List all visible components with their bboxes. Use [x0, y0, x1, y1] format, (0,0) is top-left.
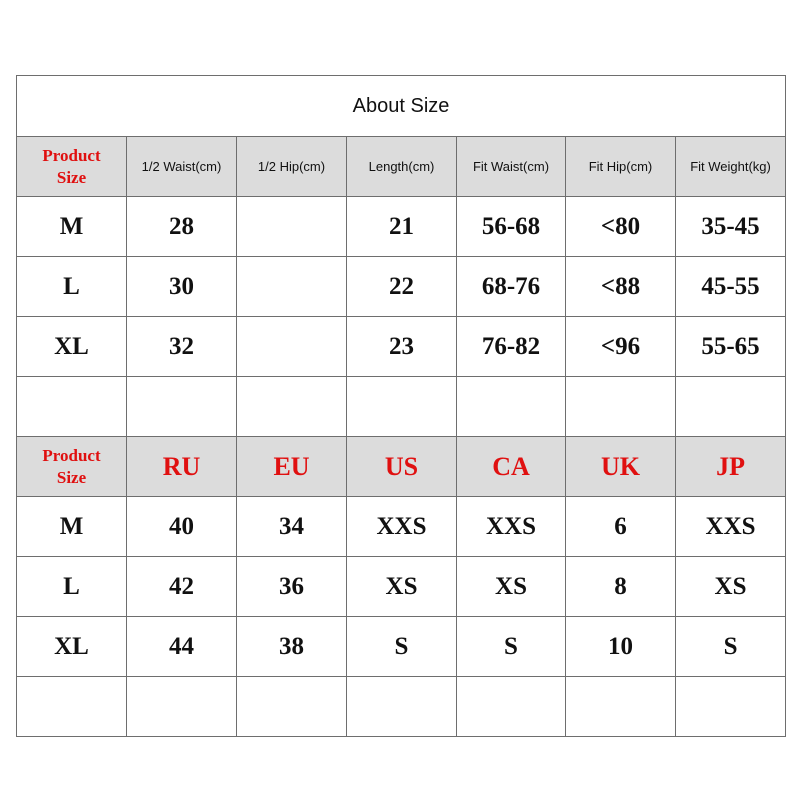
product-size-line2: Size [56, 467, 87, 487]
table-cell: 55-65 [676, 317, 786, 377]
table-cell: <88 [566, 257, 676, 317]
table-cell: 35-45 [676, 197, 786, 257]
column-header: 1/2 Hip(cm) [237, 137, 347, 197]
table-cell: 56-68 [457, 197, 566, 257]
product-size-header [17, 437, 127, 497]
table-cell: 36 [237, 557, 347, 617]
table-cell: XXS [347, 497, 457, 557]
column-header: Fit Weight(kg) [676, 137, 786, 197]
table-cell: 32 [127, 317, 237, 377]
table-cell: XXS [457, 497, 566, 557]
size-label: L [17, 257, 127, 317]
size-label: M [17, 497, 127, 557]
table-row [17, 557, 786, 617]
table-cell: 8 [566, 557, 676, 617]
size-label: XL [17, 317, 127, 377]
region-header: CA [457, 437, 566, 497]
table-cell [237, 317, 347, 377]
column-header: Fit Hip(cm) [566, 137, 676, 197]
product-size-header [17, 137, 127, 197]
table-cell: 42 [127, 557, 237, 617]
table-row [17, 497, 786, 557]
table-row [17, 317, 786, 377]
table-cell: S [347, 617, 457, 677]
conversion-header-row [17, 437, 786, 497]
size-chart-table [16, 75, 786, 737]
size-label: L [17, 557, 127, 617]
region-header: EU [237, 437, 347, 497]
table-cell: XS [457, 557, 566, 617]
table-cell [237, 257, 347, 317]
region-header: UK [566, 437, 676, 497]
table-cell: 28 [127, 197, 237, 257]
table-cell: XS [676, 557, 786, 617]
column-header: 1/2 Waist(cm) [127, 137, 237, 197]
column-header: Length(cm) [347, 137, 457, 197]
table-row [17, 617, 786, 677]
table-cell: S [676, 617, 786, 677]
measure-header-row [17, 137, 786, 197]
table-cell: 34 [237, 497, 347, 557]
region-header: JP [676, 437, 786, 497]
table-cell: 40 [127, 497, 237, 557]
product-size-line1: Product [42, 445, 101, 465]
column-header: Fit Waist(cm) [457, 137, 566, 197]
table-cell: XS [347, 557, 457, 617]
table-cell: 30 [127, 257, 237, 317]
table-row [17, 197, 786, 257]
table-cell: 45-55 [676, 257, 786, 317]
product-size-line1: Product [42, 145, 101, 165]
table-cell: 21 [347, 197, 457, 257]
table-cell: 6 [566, 497, 676, 557]
table-row [17, 257, 786, 317]
table-cell: S [457, 617, 566, 677]
table-cell: <96 [566, 317, 676, 377]
table-cell: 38 [237, 617, 347, 677]
page-title: About Size [17, 76, 786, 137]
table-cell: 44 [127, 617, 237, 677]
region-header: RU [127, 437, 237, 497]
table-cell: 10 [566, 617, 676, 677]
size-label: M [17, 197, 127, 257]
size-label: XL [17, 617, 127, 677]
table-cell: 23 [347, 317, 457, 377]
table-cell: 76-82 [457, 317, 566, 377]
table-cell: XXS [676, 497, 786, 557]
table-cell: <80 [566, 197, 676, 257]
table-cell: 68-76 [457, 257, 566, 317]
empty-row [17, 677, 786, 737]
region-header: US [347, 437, 457, 497]
empty-row [17, 377, 786, 437]
table-cell [237, 197, 347, 257]
product-size-line2: Size [56, 167, 87, 187]
table-cell: 22 [347, 257, 457, 317]
